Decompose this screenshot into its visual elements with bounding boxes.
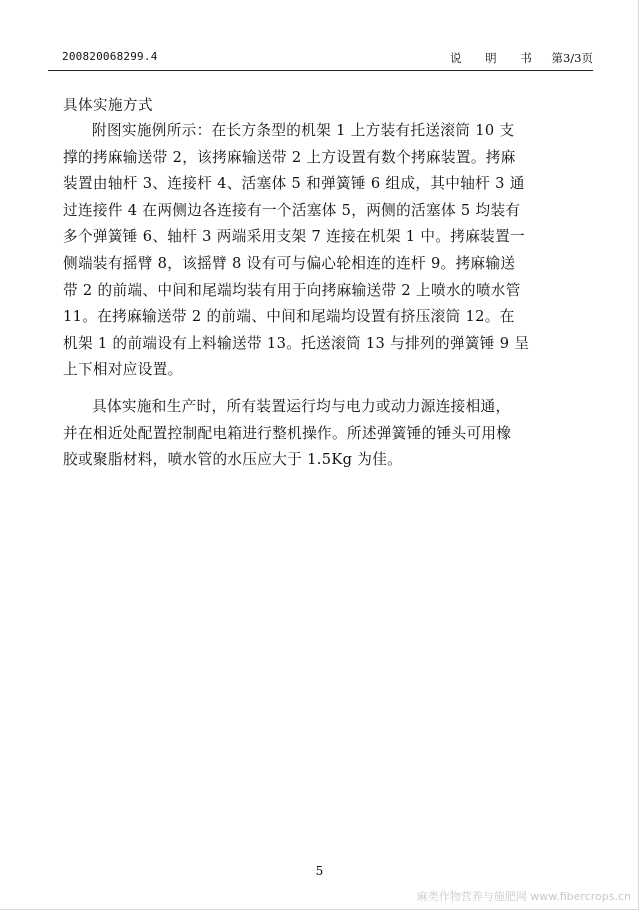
application-number: 200820068299.4	[62, 50, 158, 63]
paragraph-2	[63, 394, 583, 474]
page-header	[48, 50, 593, 68]
watermark: 麻类作物营养与施肥网 www.fibercrops.cn	[416, 890, 631, 903]
page-label: 第3/3页	[551, 51, 593, 65]
header-right	[450, 50, 593, 66]
paragraph-line: 侧端装有摇臂 8，该摇臂 8 设有可与偏心轮相连的连杆 9。拷麻输送	[63, 254, 516, 272]
paragraph-line: 上下相对应设置。	[63, 361, 183, 379]
header-divider	[48, 70, 593, 71]
paragraph-spacer	[63, 384, 583, 394]
body-text	[63, 118, 583, 474]
paragraph-line: 机架 1 的前端设有上料输送带 13。托送滚筒 13 与排列的弹簧锤 9 呈	[63, 334, 530, 352]
paragraph-line: 装置由轴杆 3、连接杆 4、活塞体 5 和弹簧锤 6 组成，其中轴杆 3 通	[63, 175, 525, 193]
paragraph-line: 附图实施例所示：在长方条型的机架 1 上方装有托送滚筒 10 支	[92, 122, 515, 139]
paragraph-line: 过连接件 4 在两侧边各连接有一个活塞体 5，两侧的活塞体 5 均装有	[63, 201, 521, 219]
paragraph-line: 并在相近处配置控制配电箱进行整机操作。所述弹簧锤的锤头可用橡	[63, 424, 512, 442]
paragraph-line: 带 2 的前端、中间和尾端均装有用于向拷麻输送带 2 上喷水的喷水管	[63, 281, 521, 299]
paragraph-line: 撑的拷麻输送带 2，该拷麻输送带 2 上方设置有数个拷麻装置。拷麻	[63, 148, 516, 166]
paragraph-line: 多个弹簧锤 6、轴杆 3 两端采用支架 7 连接在机架 1 中。拷麻装置一	[63, 228, 526, 246]
document-title: 说 明 书	[450, 51, 542, 65]
section-heading: 具体实施方式	[63, 98, 153, 114]
paragraph-1	[63, 118, 583, 384]
paragraph-line: 具体实施和生产时，所有装置运行均与电力或动力源连接相通，	[92, 397, 511, 415]
paragraph-line: 胶或聚脂材料，喷水管的水压应大于 1.5Kg 为佳。	[63, 451, 403, 469]
paragraph-line: 11。在拷麻输送带 2 的前端、中间和尾端均设置有挤压滚筒 12。在	[63, 308, 515, 326]
page-number: 5	[315, 864, 324, 878]
